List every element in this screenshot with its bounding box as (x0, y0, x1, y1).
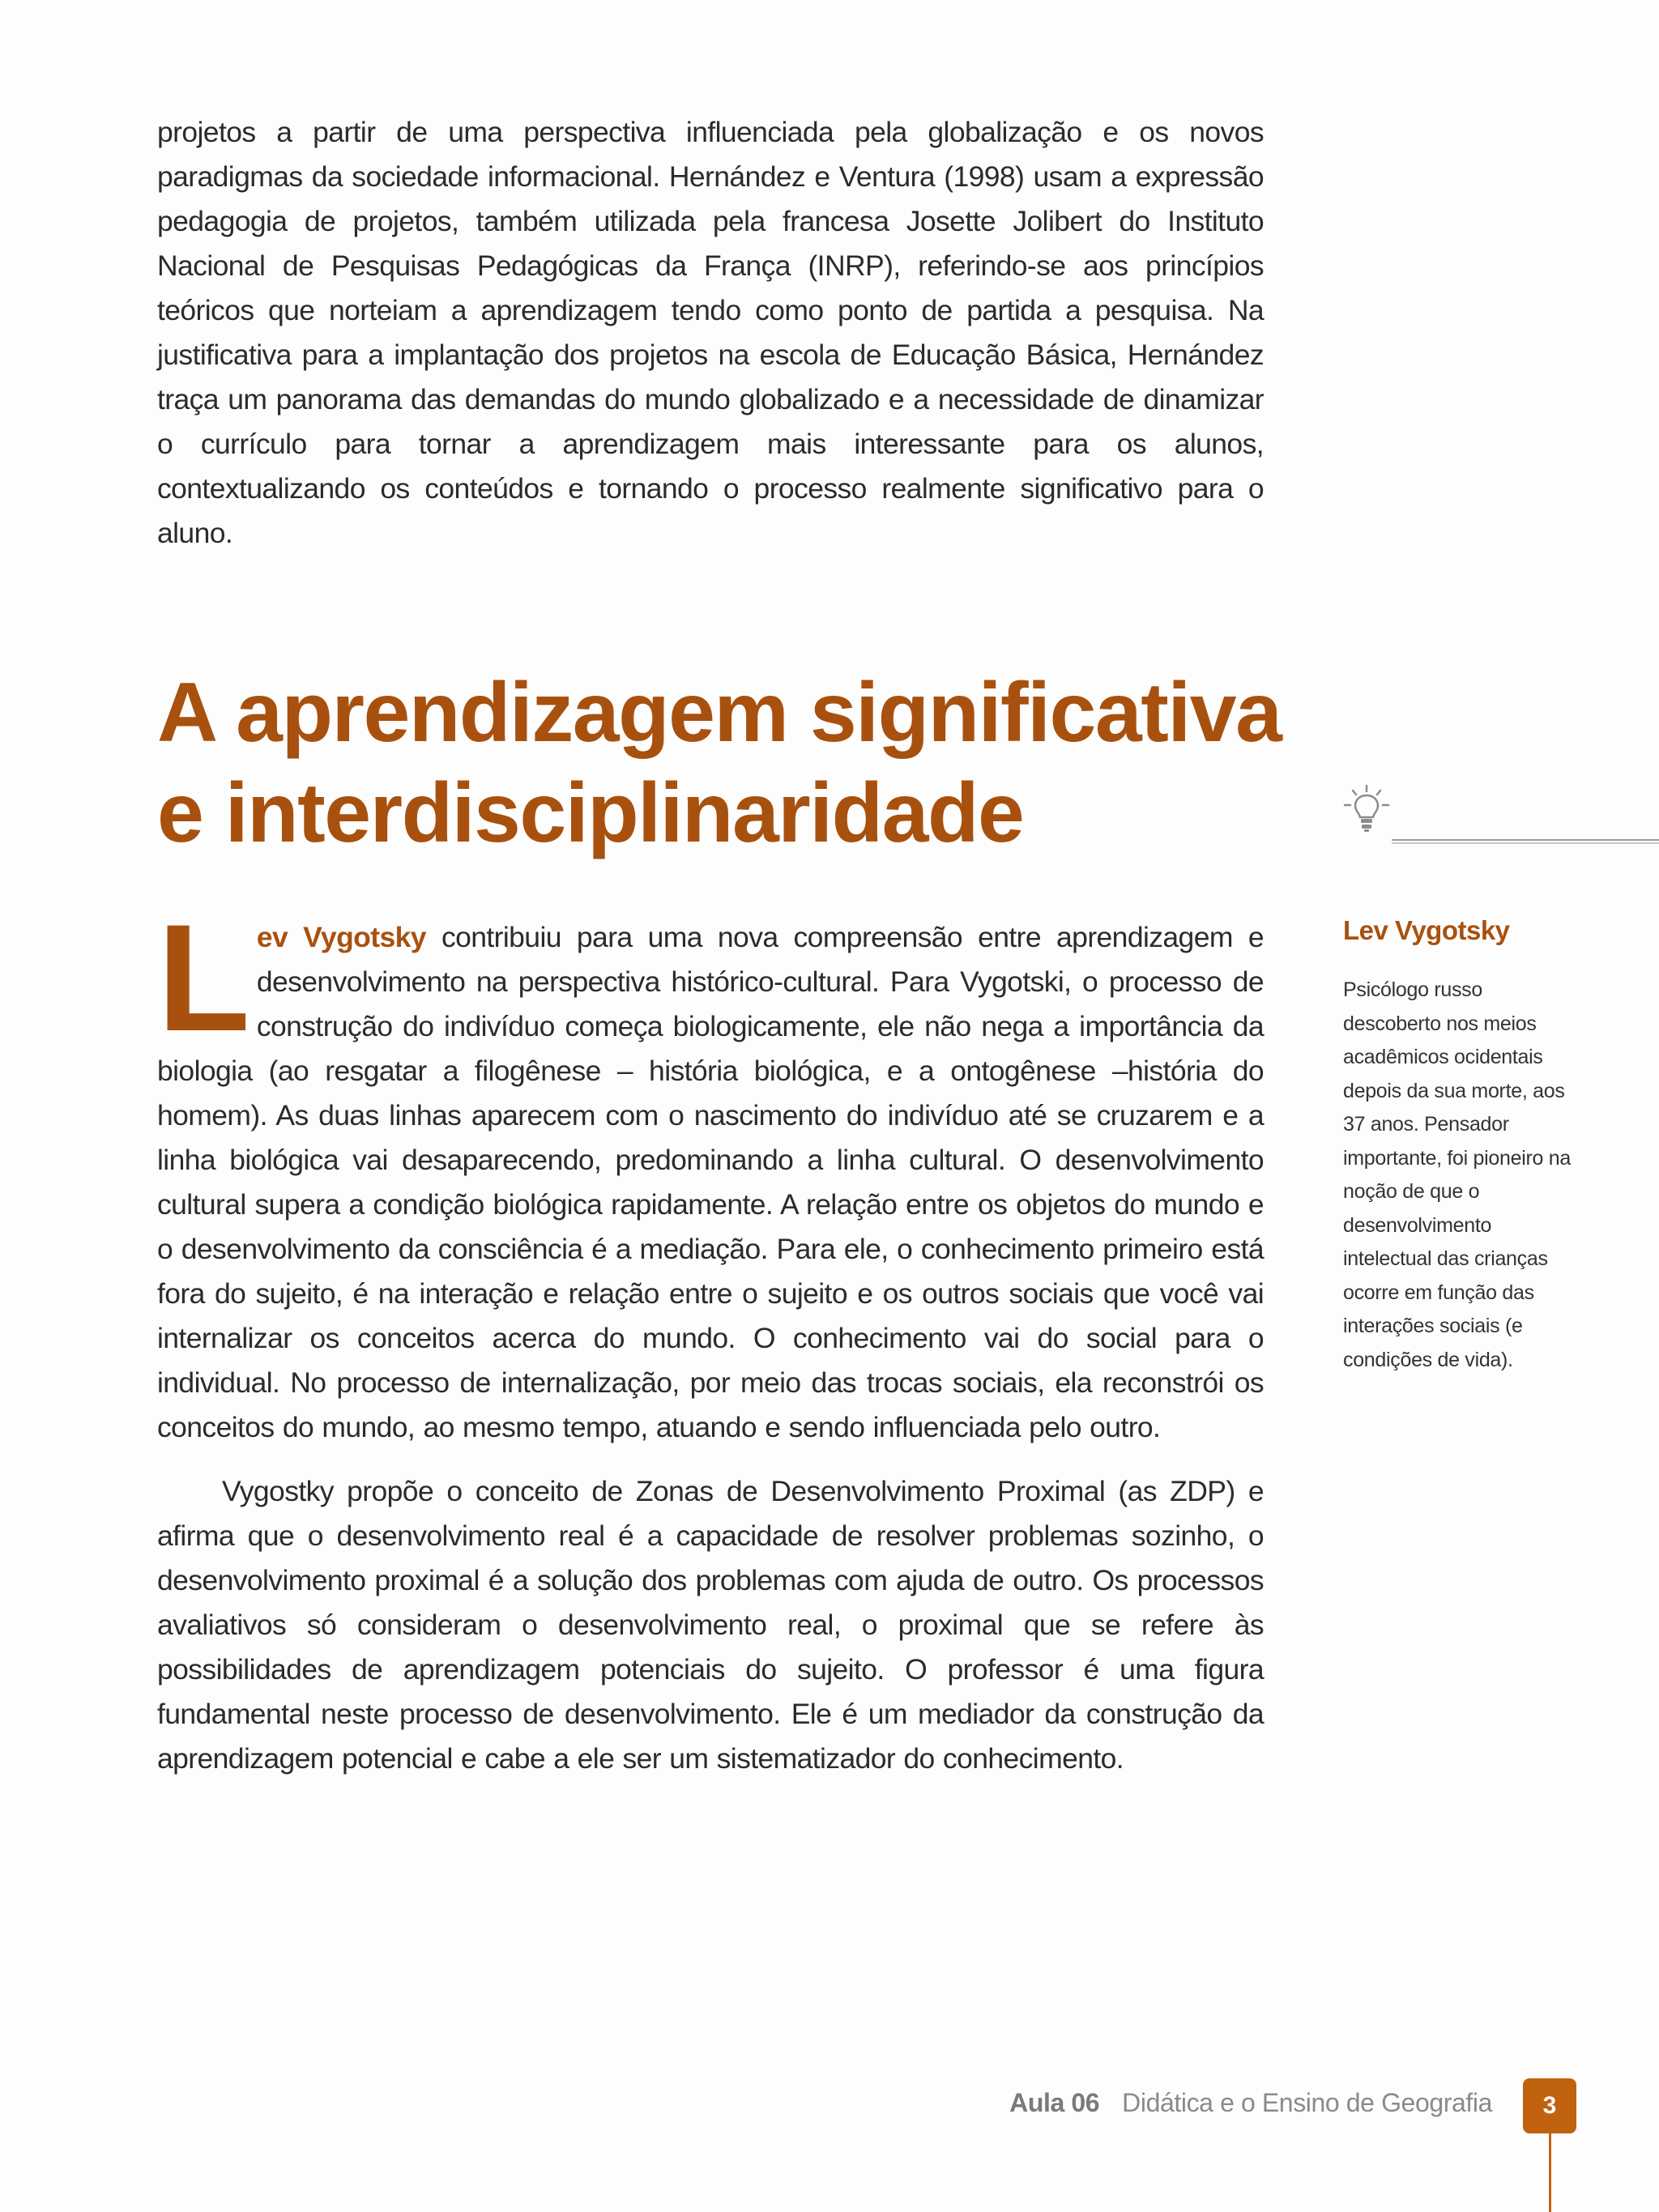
paragraph-2: Vygostky propõe o conceito de Zonas de Desenvolvimento Proximal (as ZDP) e afirma que o desenvolvimento real é a capacidade de resolver problemas sozinho, o desenvolvimento proximal é a solução dos problemas com ajuda de outro. Os processos avaliativos só consideram o desenvolvimento real, o proximal que se refere às possibilidades de aprendizagem potenciais do sujeito. O professor é uma figura fundamental neste processo de desenvolvimento. Ele é um mediador da construção da aprendizagem potencial e cabe a ele ser um sistematizador do conhecimento. (157, 1475, 1264, 1775)
page-marker-line (1549, 2133, 1551, 2212)
page-number-badge: 3 (1523, 2078, 1576, 2133)
highlight-name: ev Vygotsky (256, 921, 426, 953)
footer-lesson: Aula 06 (1009, 2088, 1100, 2117)
paragraph-1-text: contribuiu para uma nova compreensão entre aprendizagem e desenvolvimento na perspectiva histórico-cultural. Para Vygotski, o processo de construção do indivíduo começa biologicamente, ele não nega a importância da biologia (ao resgatar a filogênese – história biológica, e a ontogênese –história do homem). As duas linhas aparecem com o nascimento do indivíduo até se cruzarem e a linha biológica vai desaparecendo, predominando a linha cultural. O desenvolvimento cultural supera a condição biológica rapidamente. A relação entre os objetos do mundo e o desenvolvimento da consciência é a mediação. Para ele, o conhecimento primeiro está fora do sujeito, é na interação e relação entre o sujeito e os outros sociais que você vai internalizar os conceitos acerca do mundo. O conhecimento vai do social para o individual. No processo de internalização, por meio das trocas sociais, ela reconstrói os conceitos do mundo, ao mesmo tempo, atuando e sendo influenciada pelo outro. (157, 921, 1264, 1443)
heading-line-1: A aprendizagem significativa (157, 666, 1282, 760)
footer-course: Didática e o Ensino de Geografia (1122, 2088, 1492, 2117)
drop-cap: L (157, 893, 250, 1063)
sidebar-rule (1392, 839, 1659, 844)
heading-line-2: e interdisciplinaridade (157, 766, 1024, 860)
section-body (157, 893, 1264, 1781)
intro-paragraph: projetos a partir de uma perspectiva influenciada pela globalização e os novos paradigmas da sociedade informacional. Hernández e Ventura (1998) usam a expressão pedagogia de projetos, também utilizada pela francesa Josette Jolibert do Instituto Nacional de Pesquisas Pedagógicas da França (INRP), referindo-se aos princípios teóricos que norteiam a aprendizagem tendo como ponto de partida a pesquisa. Na justificativa para a implantação dos projetos na escola de Educação Básica, Hernández traça um panorama das demandas do mundo globalizado e a necessidade de dinamizar o currículo para tornar a aprendizagem mais interessante para os alunos, contextualizando os conteúdos e tornando o processo realmente significativo para o aluno. (157, 116, 1264, 549)
paragraph-1 (157, 893, 1264, 1450)
page-footer (1009, 2088, 1492, 2118)
sidebar-title: Lev Vygotsky (1343, 915, 1510, 945)
sidebar-text: Psicólogo russo descoberto nos meios acadêmicos ocidentais depois da sua morte, aos 37 anos. Pensador importante, foi pioneiro na noção de que o desenvolvimento intelectual das crianças ocorre em função das interações sociais (e condições de vida). (1343, 978, 1571, 1371)
lightbulb-icon (1341, 784, 1392, 834)
section-heading (157, 663, 1307, 863)
